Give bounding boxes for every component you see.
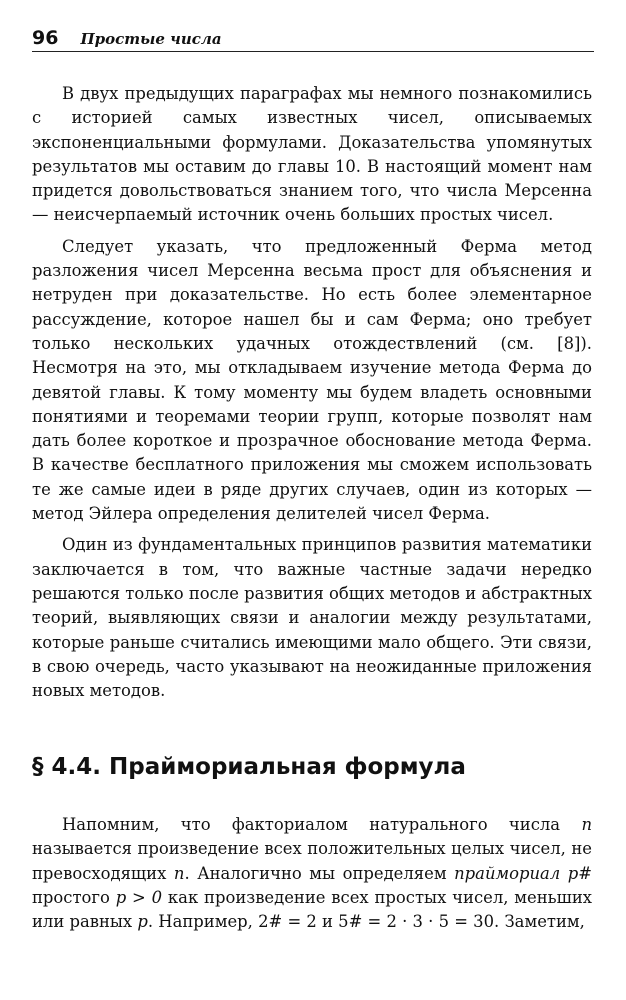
running-head [32,26,594,52]
section-text [32,813,592,934]
var-n-2: n [173,863,185,883]
term-primorial: праймориал [454,863,561,883]
body-text [32,82,592,710]
section-text-2: называется произведение всех положительных целых чисел, не превосходящих [32,839,592,883]
section-paragraph [32,813,592,934]
paragraph-3: Один из фундаментальных принципов развития математики заключается в том, что важные частные задачи нередко решаются только после развития общих методов и абстрактных теорий, выявляющих связи и аналогии между результатами, которые раньше считались имеющими мало общего. Эти связи, в свою очередь, часто указывают на неожиданные приложения новых методов. [32,535,593,701]
section-text-6: как произведение всех простых чисел, меньших или равных [32,887,592,932]
var-p: p [137,912,148,932]
page-number: 96 [32,27,59,49]
section-text-1: Напомним, что факториалом натурального числа [62,815,582,834]
var-p-gt-zero: p > 0 [115,887,163,907]
running-title: Простые числа [80,30,222,48]
section-text-3: . Аналогично мы определяем [184,863,455,883]
section-text-4 [560,864,568,883]
paragraph-1: В двух предыдущих параграфах мы немного познакомились с историей самых известных чисел, описываемых экспоненциальными формулами. Доказательства упомянутых результатов мы оставим до главы 10. В настоящий момент нам придется довольствоваться знанием того, что числа Мерсенна — неисчерпаемый источник очень больших простых чисел. [32,84,592,225]
section-heading: § 4.4. Праймориальная формула [32,754,466,780]
paragraph-2: Следует указать, что предложенный Ферма метод разложения чисел Мерсенна весьма прост для объяснения и нетруден при доказательстве. Но есть более элементарное рассуждение, которое нашел бы и сам Ферма; оно требует только нескольких удачных отождествлений (см. [8]). Несмотря на это, мы откладываем изучение метода Ферма до девятой главы. К тому моменту мы будем владеть основными понятиями и теоремами теории групп, которые позволят нам дать более короткое и прозрачное обоснование метода Ферма. В качестве бесплатного приложения мы сможем использовать те же самые идеи в ряде других случаев, один из которых — метод Эйлера определения делителей чисел Ферма. [32,236,592,524]
section-text-5: простого [32,887,116,907]
var-p-sharp: p# [567,863,592,883]
var-n: n [581,815,592,834]
section-text-7: . Например, 2# = 2 и 5# = 2 · 3 · 5 = 30. Заметим, [147,912,585,932]
